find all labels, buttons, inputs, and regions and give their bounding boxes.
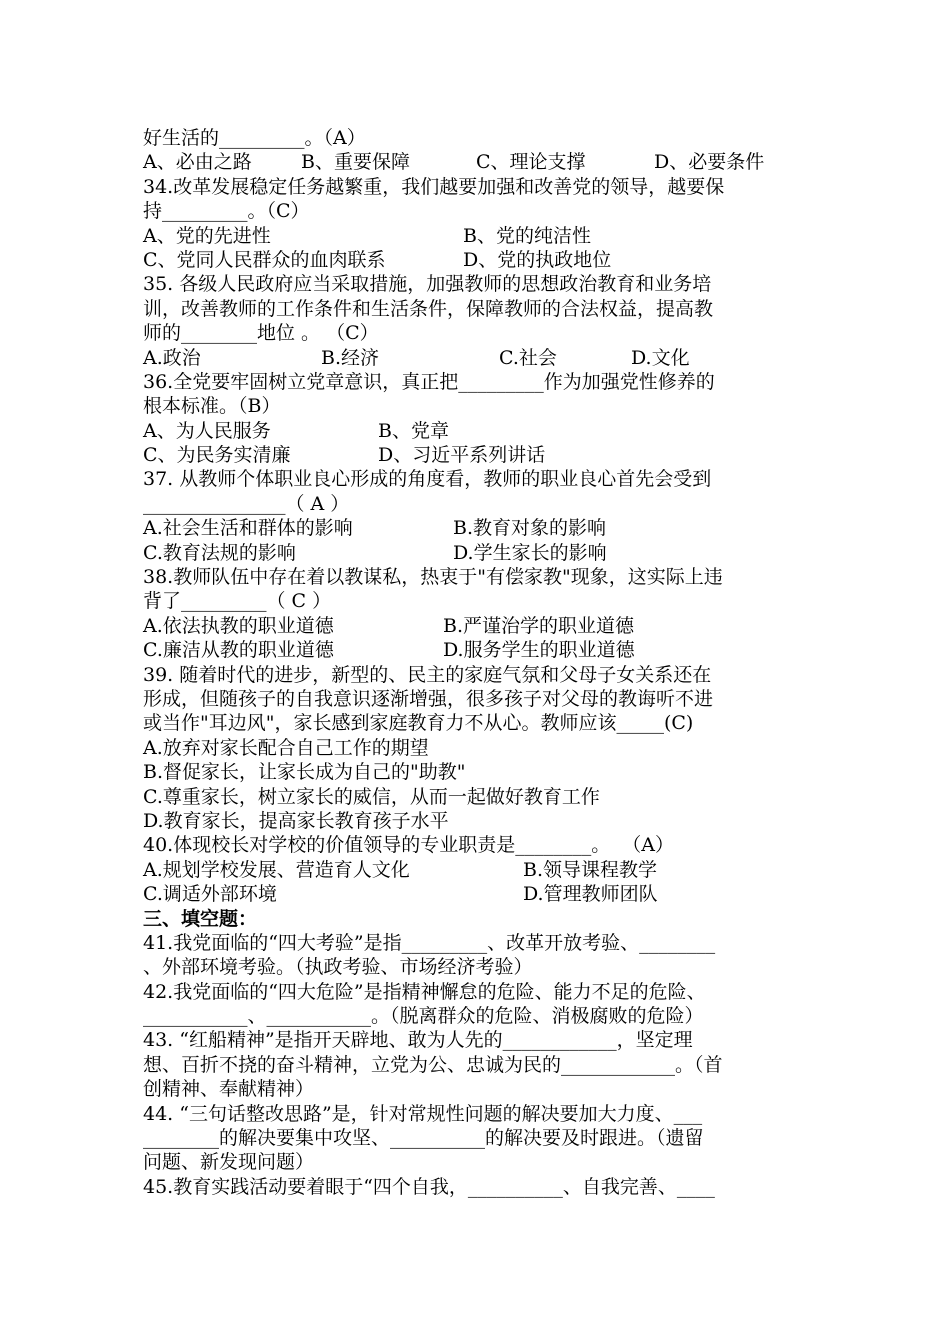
q39-stem-line-2: 形成，但随孩子的自我意识逐渐增强，很多孩子对父母的教诲听不进 <box>143 687 714 710</box>
q43-line-2: 想、百折不挠的奋斗精神，立党为公、忠诚为民的____________。（首 <box>143 1053 723 1076</box>
q35-option-b: B.经济 <box>321 346 380 369</box>
q40-option-d: D.管理教师团队 <box>523 883 658 906</box>
q39-option-a: A.放弃对家长配合自己工作的期望 <box>143 736 429 759</box>
q34-options-row-2 <box>143 248 813 272</box>
q35-stem-line-3: 师的________地位 。 （C） <box>143 322 379 345</box>
q33-stem-tail: 好生活的_________。（A） <box>143 127 366 149</box>
q35-stem-line-1: 35. 各级人民政府应当采取措施，加强教师的思想政治教育和业务培 <box>143 273 712 296</box>
q35-option-d: D.文化 <box>631 346 690 369</box>
q37-options-row-1 <box>143 516 813 540</box>
q40-options-row-2 <box>143 882 813 906</box>
q38-option-b: B.严谨治学的职业道德 <box>443 614 635 637</box>
q34-option-d: D、党的执政地位 <box>463 248 612 271</box>
q38-stem-line-1: 38.教师队伍中存在着以教谋私，热衷于"有偿家教"现象，这实际上违 <box>143 566 723 589</box>
q38-option-d: D.服务学生的职业道德 <box>443 639 635 662</box>
q37-option-b: B.教育对象的影响 <box>453 517 607 540</box>
q38-option-a: A.依法执教的职业道德 <box>143 614 334 637</box>
q36-option-a: A、为人民服务 <box>143 419 271 442</box>
document-body <box>143 126 813 1199</box>
q43-line-1: 43. “红船精神”是指开天辟地、敢为人先的____________，坚定理 <box>143 1029 693 1052</box>
q40-options-row-1 <box>143 858 813 882</box>
q39-stem-line-1: 39. 随着时代的进步，新型的、民主的家庭气氛和父母子女关系还在 <box>143 663 712 686</box>
q40-option-a: A.规划学校发展、营造育人文化 <box>143 858 410 881</box>
q37-option-d: D.学生家长的影响 <box>453 541 607 564</box>
q42-line-1: 42.我党面临的“四大危险”是指精神懈怠的危险、能力不足的危险、 <box>143 980 706 1003</box>
q33-option-d: D、必要条件 <box>654 151 765 174</box>
q39-stem-line-3: 或当作"耳边风"，家长感到家庭教育力不从心。教师应该_____(C) <box>143 712 694 735</box>
q40-stem-line-1: 40.体现校长对学校的价值领导的专业职责是________。 （A） <box>143 834 675 857</box>
q37-option-a: A.社会生活和群体的影响 <box>143 517 353 540</box>
q33-option-a: A、必由之路 <box>143 151 252 174</box>
q34-stem-line-1: 34.改革发展稳定任务越繁重，我们越要加强和改善党的领导，越要保 <box>143 175 725 198</box>
q37-options-row-2 <box>143 541 813 565</box>
q40-option-b: B.领导课程教学 <box>523 858 658 881</box>
q41-line-1: 41.我党面临的“四大考验”是指_________、改革开放考验、________ <box>143 931 716 954</box>
q34-stem-line-2: 持_________。（C） <box>143 200 310 223</box>
q44-line-1: 44. “三句话整改思路”是，针对常规性问题的解决要加大力度、___ <box>143 1102 703 1125</box>
q34-option-c: C、党同人民群众的血肉联系 <box>143 248 386 271</box>
q34-option-a: A、党的先进性 <box>143 224 271 247</box>
q36-stem-line-2: 根本标准。（B） <box>143 395 281 418</box>
q34-options-row-1 <box>143 224 813 248</box>
q36-stem-line-1: 36.全党要牢固树立党章意识，真正把_________作为加强党性修养的 <box>143 370 715 393</box>
section-3-heading: 三、填空题： <box>143 907 258 930</box>
q44-line-2: ________的解决要集中攻坚、__________的解决要及时跟进。（遗留 <box>143 1127 704 1150</box>
q36-options-row-1 <box>143 419 813 443</box>
q34-option-b: B、党的纯洁性 <box>463 224 591 247</box>
q35-stem-line-2: 训，改善教师的工作条件和生活条件，保障教师的合法权益，提高教 <box>143 297 714 320</box>
q33-option-b: B、重要保障 <box>301 151 410 174</box>
q38-option-c: C.廉洁从教的职业道德 <box>143 639 334 662</box>
q33-options <box>143 150 813 174</box>
q38-stem-line-2: 背了_________（ C ） <box>143 590 332 613</box>
q38-options-row-2 <box>143 638 813 662</box>
q39-option-d: D.教育家长，提高家长教育孩子水平 <box>143 809 449 832</box>
q36-option-c: C、为民务实清廉 <box>143 444 291 467</box>
q44-line-3: 问题、新发现问题） <box>143 1151 315 1174</box>
q37-stem-line-1: 37. 从教师个体职业良心形成的角度看，教师的职业良心首先会受到 <box>143 468 712 491</box>
q39-option-c: C.尊重家长，树立家长的威信，从而一起做好教育工作 <box>143 785 600 808</box>
q33-option-c: C、理论支撑 <box>476 151 586 174</box>
q36-options-row-2 <box>143 443 813 467</box>
q43-line-3: 创精神、奉献精神） <box>143 1078 315 1101</box>
q37-stem-line-2: _______________（ A ） <box>143 492 350 515</box>
q39-option-b: B.督促家长，让家长成为自己的"助教" <box>143 761 466 784</box>
q35-options <box>143 346 813 370</box>
q45-line-1: 45.教育实践活动要着眼于“四个自我，__________、自我完善、____ <box>143 1175 715 1198</box>
q37-option-c: C.教育法规的影响 <box>143 541 296 564</box>
q42-line-2: ___________、___________。（脱离群众的危险、消极腐败的危险） <box>143 1005 704 1028</box>
q41-line-2: 、外部环境考验。（执政考验、市场经济考验） <box>143 956 533 979</box>
q36-option-b: B、党章 <box>378 419 449 442</box>
q35-option-c: C.社会 <box>499 346 557 369</box>
q36-option-d: D、习近平系列讲话 <box>378 444 546 467</box>
q40-option-c: C.调适外部环境 <box>143 883 277 906</box>
q35-option-a: A.政治 <box>143 346 201 369</box>
q38-options-row-1 <box>143 614 813 638</box>
